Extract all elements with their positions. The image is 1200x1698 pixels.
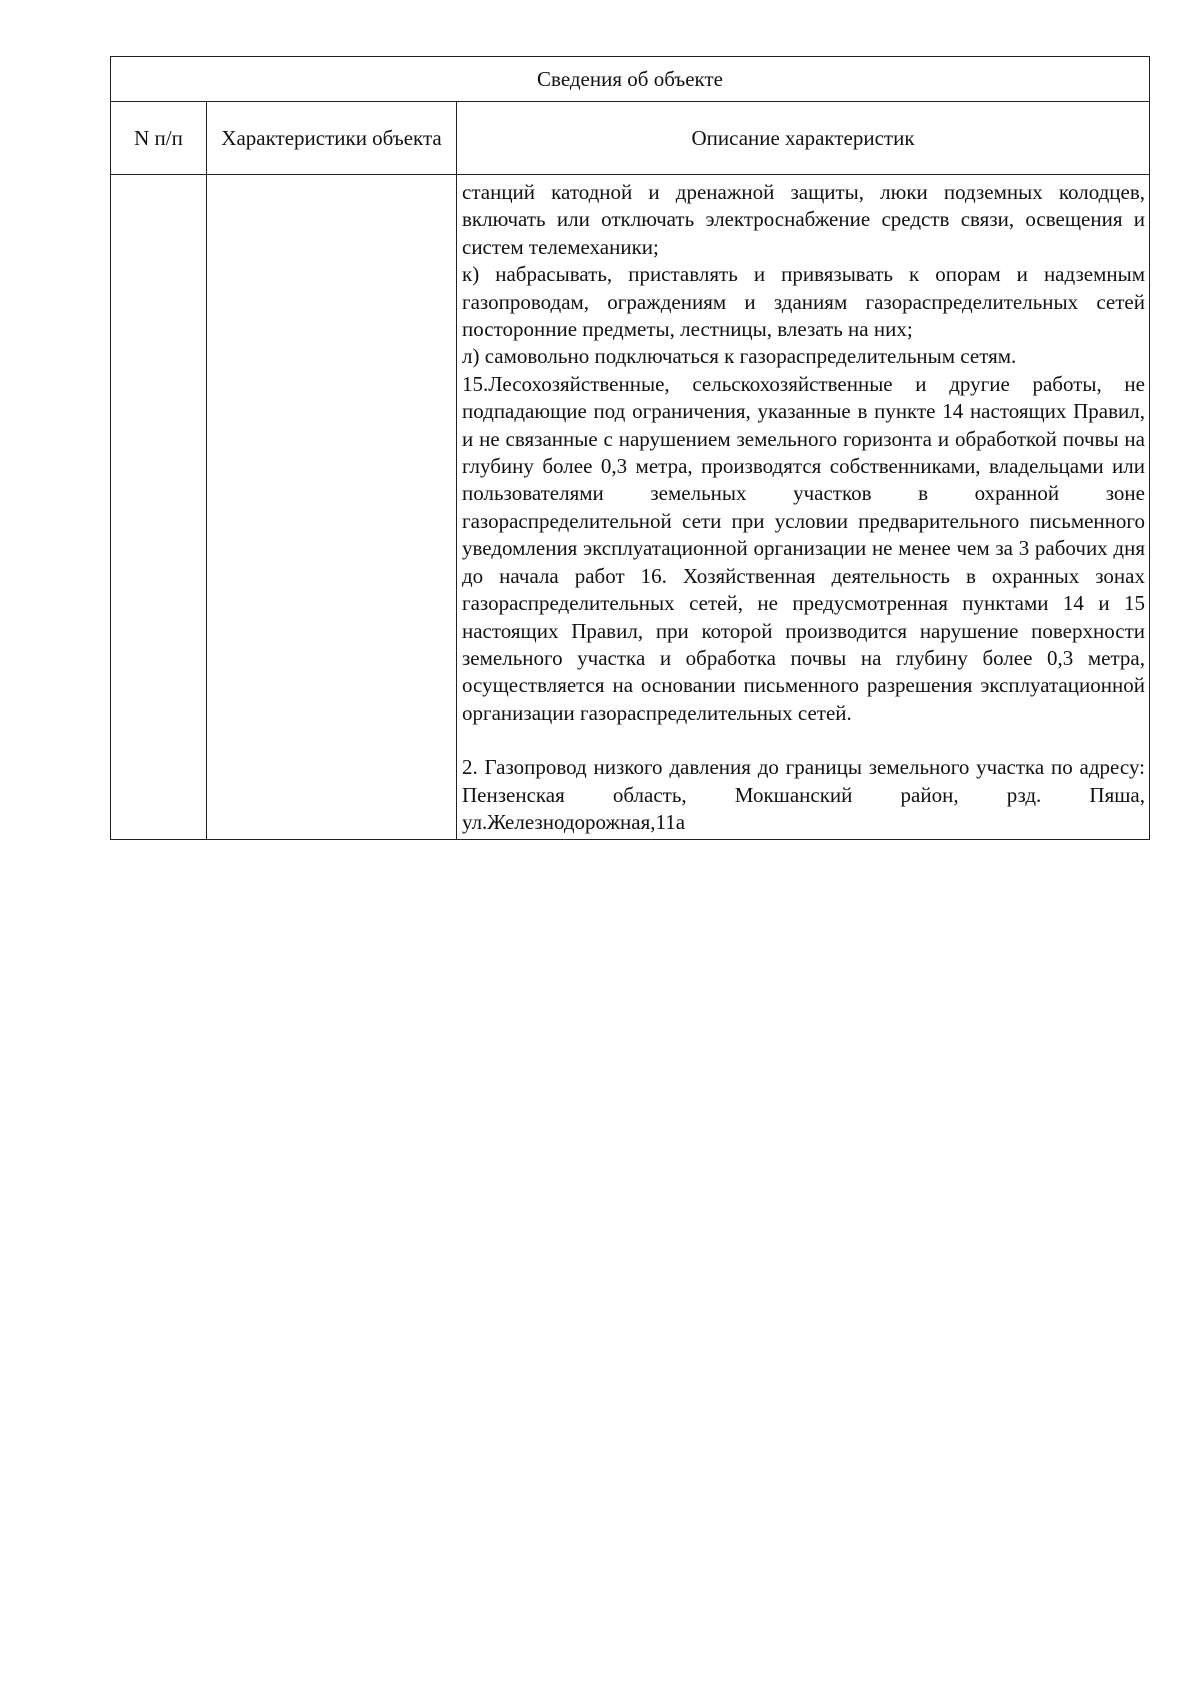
description-paragraph: 15.Лесохозяйственные, сельскохозяйственные и другие работы, не подпадающие под ограничения, указанные в пункте 14 настоящих Правил, и не связанные с нарушением земельного горизонта и обработкой почвы на глубину более 0,3 метра, производятся собственниками, владельцами или пользователями земельных участков в охранной зоне газораспределительной сети при условии предварительного письменного уведомления эксплуатационной организации не менее чем за 3 рабочих дня до начала работ 16. Хозяйственная деятельность в охранных зонах газораспределительных сетей, не предусмотренная пунктами 14 и 15 настоящих Правил, при которой производится нарушение поверхности земельного участка и обработка почвы на глубину более 0,3 метра, осуществляется на основании письменного разрешения эксплуатационной организации газораспределительных сетей. xyxy=(462,371,1145,725)
description-paragraph: 2. Газопровод низкого давления до границы земельного участка по адресу: Пензенская область, Мокшанский район, рзд. Пяша, ул.Железнодорожная,11а xyxy=(462,755,1145,834)
cell-characteristics xyxy=(207,175,457,840)
table-title: Сведения об объекте xyxy=(111,57,1150,102)
description-paragraph: к) набрасывать, приставлять и привязывать к опорам и надземным газопроводам, ограждениям и зданиям газораспределительных сетей посторонние предметы, лестницы, влезать на них; xyxy=(462,262,1145,342)
header-number: N п/п xyxy=(111,102,207,175)
cell-description xyxy=(457,175,1150,840)
table-header-row xyxy=(111,102,1150,175)
cell-number xyxy=(111,175,207,840)
object-info-table xyxy=(110,56,1150,840)
header-characteristics: Характеристики объекта xyxy=(207,102,457,175)
table-row xyxy=(111,175,1150,840)
header-description: Описание характеристик xyxy=(457,102,1150,175)
table-title-row xyxy=(111,57,1150,102)
description-paragraph: станций катодной и дренажной защиты, люки подземных колодцев, включать или отключать электроснабжение средств связи, освещения и систем телемеханики; xyxy=(462,180,1145,259)
description-paragraph: л) самовольно подключаться к газораспределительным сетям. xyxy=(462,344,1017,369)
paragraph-spacer xyxy=(462,727,1145,754)
